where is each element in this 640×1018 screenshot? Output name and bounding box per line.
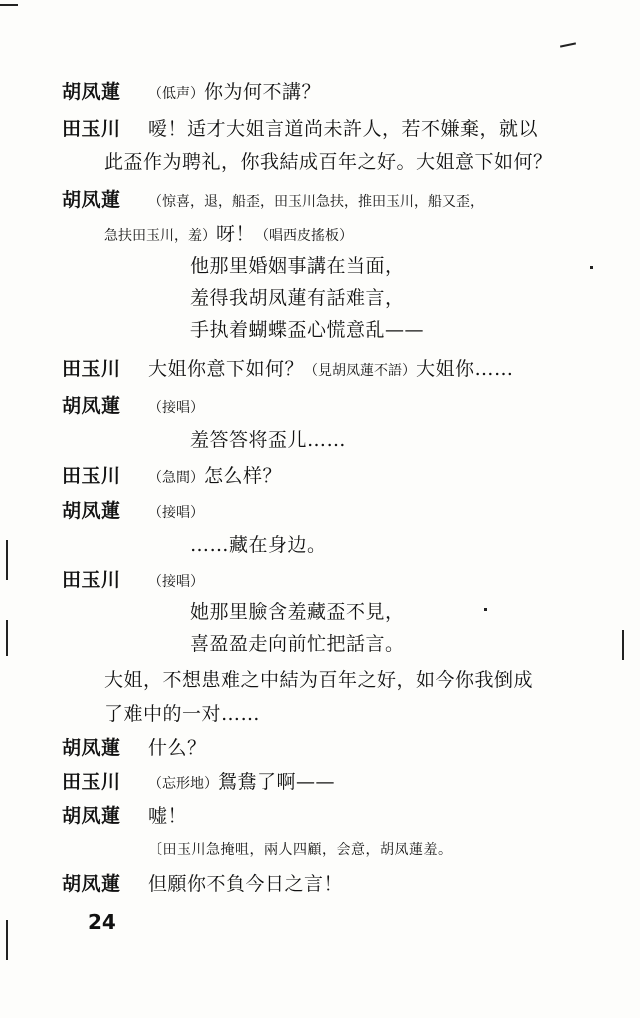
stage-direction: 急扶田玉川，羞）: [104, 228, 216, 244]
scan-mark: [560, 42, 576, 47]
stage-direction: （低声）: [148, 86, 204, 102]
dialogue-text: 嘘！: [148, 805, 188, 827]
dialogue-text: 大姐，不想患难之中結为百年之好，如今你我倒成: [104, 669, 534, 691]
dialogue-line: [62, 736, 207, 760]
stage-direction: （接唱）: [148, 505, 204, 521]
dialogue-line: [62, 394, 204, 420]
dialogue-line: [62, 80, 321, 106]
speaker-name: 胡凤蓮: [62, 81, 121, 103]
dialogue-text: 此盃作为聘礼，你我結成百年之好。大姐意下如何？: [104, 151, 553, 173]
dialogue-line: [62, 568, 204, 594]
speaker-name: 田玉川: [62, 358, 121, 380]
scan-mark: [0, 4, 18, 6]
page-number: 24: [88, 910, 116, 934]
verse-line: [190, 286, 405, 310]
stage-direction: （接唱）: [148, 574, 204, 590]
dialogue-line: [62, 357, 514, 383]
dialogue-text: 你为何不講？: [204, 81, 322, 103]
verse-text: 羞答答将盃儿……: [190, 429, 347, 451]
speaker-name: 田玉川: [62, 118, 121, 140]
stage-note-text: 〔田玉川急掩咀，兩人四顧，会意，胡凤蓮羞。: [148, 842, 453, 858]
speaker-name: 胡凤蓮: [62, 395, 121, 417]
speaker-name: 胡凤蓮: [62, 805, 121, 827]
verse-line: [190, 632, 405, 656]
dialogue-text: 鴛鴦了啊——: [218, 771, 336, 793]
dialogue-text: 但願你不負今日之言！: [148, 873, 344, 895]
stage-direction: （急間）: [148, 470, 204, 486]
scan-mark: [6, 620, 8, 656]
speaker-name: 田玉川: [62, 465, 121, 487]
scan-mark: [622, 630, 624, 660]
dialogue-text: 大姐你……: [416, 358, 514, 380]
dialogue-text: 大姐你意下如何？: [148, 358, 305, 380]
dialogue-line: [62, 464, 282, 490]
dialogue-continuation: [104, 702, 260, 726]
verse-line: [190, 318, 424, 342]
dialogue-text: 了难中的一对……: [104, 703, 261, 725]
stage-direction: （見胡凤蓮不語）: [304, 363, 417, 379]
dialogue-line: [62, 804, 187, 828]
dialogue-continuation: [104, 668, 533, 692]
scan-mark: [6, 920, 8, 960]
dialogue-text: 呀！: [216, 223, 256, 245]
verse-text: 喜盈盈走向前忙把話言。: [190, 633, 405, 655]
speaker-name: 胡凤蓮: [62, 500, 121, 522]
scan-mark: [6, 540, 8, 580]
verse-line: [190, 533, 327, 557]
stage-direction: （接唱）: [148, 400, 204, 416]
verse-text: 手执着蝴蝶盃心慌意乱——: [190, 319, 425, 341]
verse-text: 他那里婚姻事講在当面，: [190, 255, 405, 277]
speaker-name: 田玉川: [62, 771, 121, 793]
stage-direction: （惊喜，退，船歪，田玉川急扶，推田玉川，船又歪，: [148, 194, 484, 210]
speaker-name: 田玉川: [62, 569, 121, 591]
dialogue-line: [62, 117, 538, 141]
verse-text: 羞得我胡凤蓮有話难言，: [190, 287, 405, 309]
dialogue-line: [62, 499, 204, 525]
dialogue-text: 嗳！适才大姐言道尚未許人，若不嫌棄，就以: [148, 118, 539, 140]
dialogue-line: [62, 188, 484, 214]
dialogue-continuation: [104, 222, 353, 248]
speaker-name: 胡凤蓮: [62, 873, 121, 895]
speaker-name: 胡凤蓮: [62, 189, 121, 211]
verse-text: 她那里臉含羞藏盃不見，: [190, 601, 405, 623]
stage-note: [148, 838, 453, 862]
dialogue-continuation: [104, 150, 553, 174]
speaker-name: 胡凤蓮: [62, 737, 121, 759]
verse-line: [190, 428, 346, 452]
stage-direction: （唱西皮搖板）: [255, 228, 354, 244]
dialogue-text: 什么？: [148, 737, 207, 759]
dialogue-line: [62, 770, 335, 796]
scan-mark: [590, 266, 593, 269]
verse-text: ……藏在身边。: [190, 534, 327, 556]
dialogue-line: [62, 872, 343, 896]
stage-direction: （忘形地）: [148, 776, 218, 792]
dialogue-text: 怎么样？: [204, 465, 283, 487]
verse-line: [190, 254, 405, 278]
verse-line: [190, 600, 405, 624]
scan-mark: [484, 608, 487, 611]
